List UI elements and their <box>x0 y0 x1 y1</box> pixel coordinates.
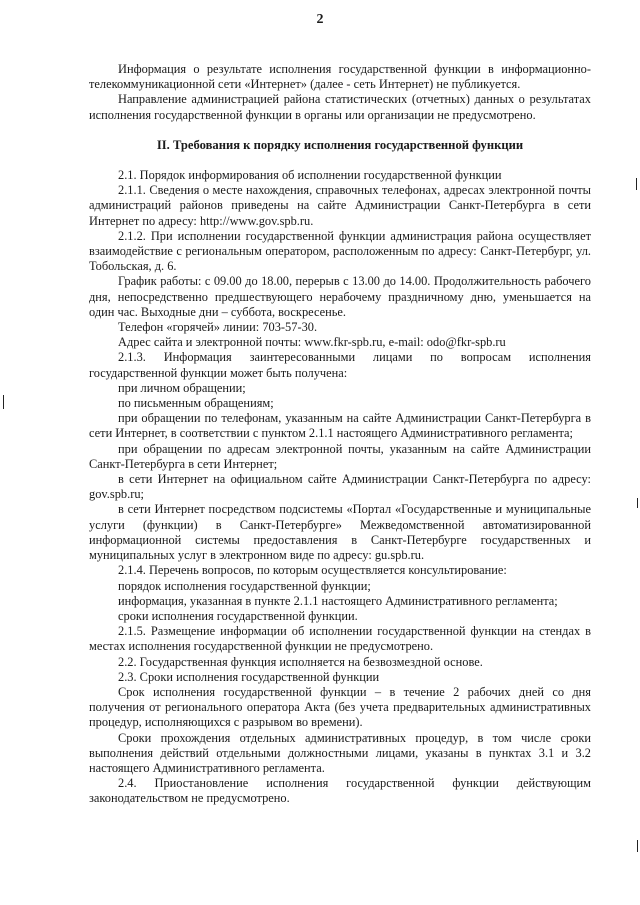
paragraph: Информация о результате исполнения государственной функции в информационно-телекоммуникационной сети «Интернет» (далее - сеть Интернет) не публикуется. <box>89 62 591 92</box>
scan-mark-right <box>637 498 638 508</box>
paragraph: в сети Интернет посредством подсистемы «Портал «Государственные и муниципальные услуги (функции) в Санкт-Петербурге» Межведомственной автоматизированной информационной системы предоставления в Санкт-Петербурге государственных и муниципальных услуг в электронном виде по адресу: gu.spb.ru. <box>89 502 591 563</box>
paragraph: 2.1. Порядок информирования об исполнении государственной функции <box>118 168 502 183</box>
paragraph: 2.1.2. При исполнении государственной функции администрация района осуществляет взаимодействие с региональным оператором, расположенным по адресу: Санкт-Петербург, ул. Тобольская, д. 6. <box>89 228 591 274</box>
scan-mark-right <box>636 178 637 190</box>
paragraph: Сроки прохождения отдельных административных процедур, в том числе сроки выполнения действий отдельными должностными лицами, указаны в пунктах 3.1 и 3.2 настоящего Административного регламента. <box>89 730 591 775</box>
paragraph: 2.1.4. Перечень вопросов, по которым осуществляется консультирование: <box>118 563 507 578</box>
paragraph: 2.2. Государственная функция исполняется на безвозмездной основе. <box>118 654 483 669</box>
paragraph: 2.1.3. Информация заинтересованными лицами по вопросам исполнения государственной функции может быть получена: <box>89 350 591 380</box>
paragraph: информация, указанная в пункте 2.1.1 настоящего Административного регламента; <box>118 593 558 608</box>
paragraph: по письменным обращениям; <box>118 396 274 411</box>
section-heading: II. Требования к порядку исполнения государственной функции <box>156 137 524 152</box>
paragraph: порядок исполнения государственной функции; <box>118 578 371 593</box>
paragraph: при личном обращении; <box>118 380 246 395</box>
paragraph: Телефон «горячей» линии: 703-57-30. <box>118 320 318 335</box>
paragraph: сроки исполнения государственной функции. <box>118 608 358 623</box>
document-body <box>89 62 591 807</box>
page-number: 2 <box>316 12 324 27</box>
paragraph: 2.4. Приостановление исполнения государственной функции действующим законодательством не предусмотрено. <box>89 776 591 806</box>
paragraph: Срок исполнения государственной функции – в течение 2 рабочих дней со дня получения от регионального оператора Акта (без учета предварительных административных процедур, исполняющихся с разрывом во времени). <box>89 684 591 730</box>
paragraph: Адрес сайта и электронной почты: www.fkr-spb.ru, e-mail: odo@fkr-spb.ru <box>118 335 506 350</box>
paragraph: 2.1.5. Размещение информации об исполнении государственной функции на стендах в местах исполнения государственной функции не предусмотрено. <box>89 624 591 654</box>
paragraph: Направление администрацией района статистических (отчетных) данных о результатах исполнения государственной функции в органы или организации не предусмотрено. <box>89 92 591 122</box>
paragraph: 2.1.1. Сведения о месте нахождения, справочных телефонах, адресах электронной почты администраций районов приведены на сайте Администрации Санкт-Петербурга в сети Интернет по адресу: http://www.gov.spb.ru. <box>89 183 591 228</box>
paragraph: 2.3. Сроки исполнения государственной функции <box>118 669 380 684</box>
paragraph: при обращении по адресам электронной почты, указанным на сайте Администрации Санкт-Петербурга в сети Интернет; <box>89 441 591 471</box>
paragraph: при обращении по телефонам, указанным на сайте Администрации Санкт-Петербурга в сети Интернет, в соответствии с пунктом 2.1.1 настоящего Административного регламента; <box>89 411 591 441</box>
scan-mark-right <box>637 840 638 852</box>
scan-mark-left <box>3 395 4 409</box>
paragraph: в сети Интернет на официальном сайте Администрации Санкт-Петербурга по адресу: gov.spb.ru; <box>89 472 591 502</box>
paragraph: График работы: с 09.00 до 18.00, перерыв с 13.00 до 14.00. Продолжительность рабочего дня, непосредственно предшествующего нерабочему праздничному дню, уменьшается на один час. Выходные дни – суббота, воскресенье. <box>89 274 591 319</box>
